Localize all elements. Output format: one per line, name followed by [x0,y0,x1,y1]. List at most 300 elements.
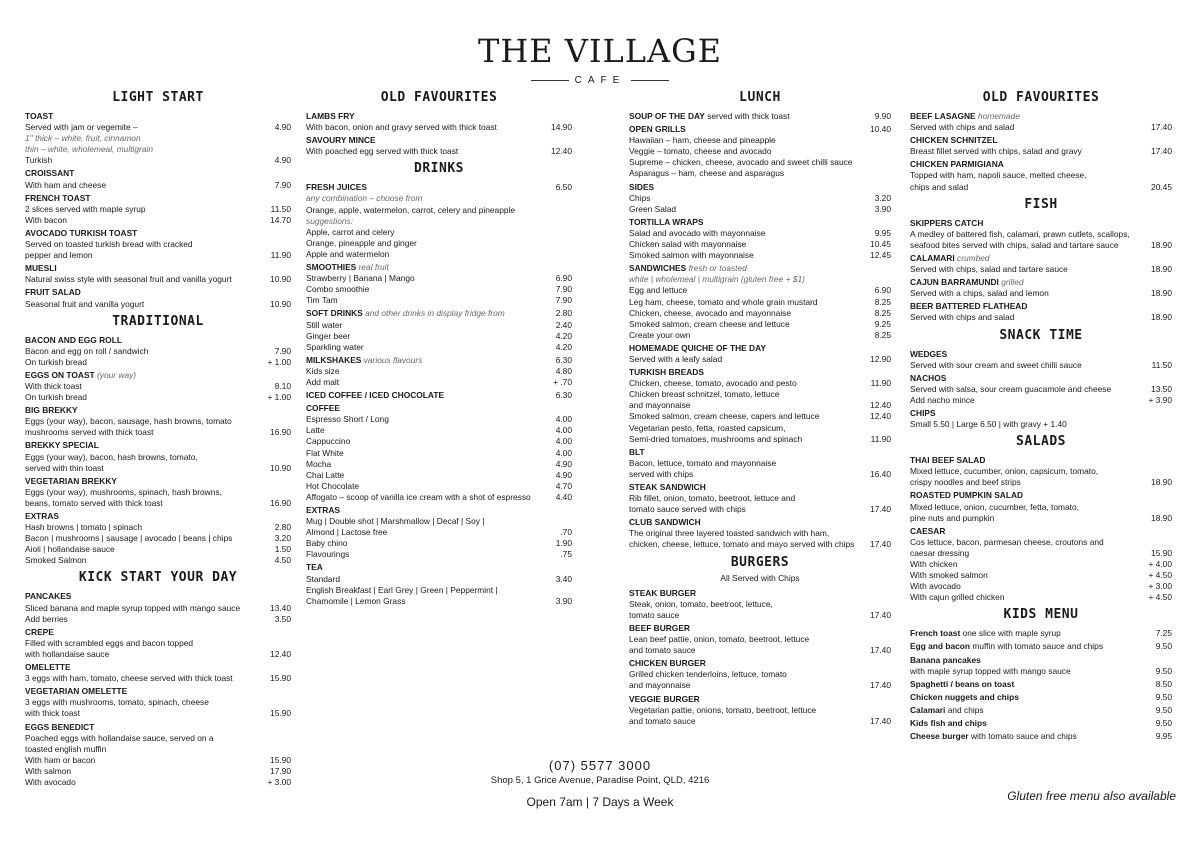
menu-item [629,367,891,445]
menu-item-name-wrap [25,476,291,487]
menu-item-line [25,533,291,544]
line-text: Veggie – tomato, cheese and avocado [629,146,772,157]
menu-item-line [306,238,572,249]
menu-item [629,124,891,179]
line-text: Tim Tam [306,295,338,306]
menu-item-price: 2.80 [555,308,572,319]
line-price: 3.50 [274,613,291,624]
line-text: Mocha [306,458,332,469]
menu-item-name-wrap [629,124,870,135]
line-price: 2.80 [274,522,291,533]
line-price: 8.25 [874,329,891,340]
menu-item-header [910,641,1172,652]
line-text: Almond | Lactose free [306,527,388,538]
menu-item-name-wrap [306,262,572,273]
menu-item-name: SKIPPERS CATCH [910,217,984,228]
line-text: Standard [306,573,340,584]
menu-item-name: FRUIT SALAD [25,287,81,298]
menu-item-name-wrap [25,662,291,673]
line-price: 7.90 [274,345,291,356]
menu-item-line [629,228,891,239]
menu-item-line [629,634,891,645]
line-text: English Breakfast | Earl Grey | Green | Peppermint | [306,584,498,595]
menu-item [25,370,291,403]
line-price: 17.40 [870,715,891,726]
menu-item [629,623,891,656]
menu-item-line [306,436,572,447]
line-price: 13.50 [1151,383,1172,394]
menu-item-name-wrap [25,686,291,697]
menu-item-line [306,216,572,227]
line-price: 11.90 [870,433,891,444]
menu-item-header [25,686,291,697]
menu-item-name-wrap [629,182,891,193]
menu-item-name-wrap [910,301,1172,312]
menu-item-line [306,492,572,503]
line-price: 7.90 [555,295,572,306]
menu-item-line [25,381,291,392]
menu-item-line [25,544,291,555]
menu-item [910,373,1172,406]
line-text: Salad and avocado with mayonnaise [629,227,766,238]
line-text: On turkish bread [25,392,87,403]
line-text: Topped with ham, napoli sauce, melted cheese, [910,170,1087,181]
line-text: With poached egg served with thick toast [306,146,459,157]
menu-item-line [910,513,1172,524]
menu-item [629,658,891,691]
line-price: 4.20 [555,341,572,352]
line-text: Served with jam or vegemite – [25,122,138,133]
menu-item [306,182,572,260]
menu-item-name-wrap [910,641,1156,652]
line-text: Served with a leafy salad [629,353,723,364]
line-price: 20.45 [1151,181,1172,192]
menu-item-name-wrap [629,694,891,705]
menu-item-line [629,599,891,610]
menu-item-name: OMELETTE [25,662,71,673]
menu-item-header [910,455,1172,466]
menu-item-name: MILKSHAKES [306,354,362,365]
section-title: KIDS MENU [1003,607,1079,623]
menu-item-name: FRESH JUICES [306,182,367,193]
menu-item [910,718,1172,729]
menu-item-line [25,452,291,463]
line-price: 3.90 [555,595,572,606]
line-text: toasted english muffin [25,743,107,754]
menu-item-line [306,527,572,538]
menu-item-header [629,343,891,354]
menu-item-line [629,645,891,656]
menu-item [910,349,1172,371]
line-price: 17.40 [1151,122,1172,133]
menu-item-name-wrap [910,526,1172,537]
menu-item-line [629,168,891,179]
menu-item-header [910,705,1172,716]
menu-item-line [25,392,291,403]
section-subtitle: All Served with Chips [720,572,800,583]
menu-item [910,455,1172,488]
menu-item-line [910,570,1172,581]
line-price: 18.90 [1151,312,1172,323]
menu-item-header [25,722,291,733]
menu-item-name-wrap [910,628,1156,639]
line-text: Chamomile | Lemon Grass [306,595,406,606]
menu-item [306,135,572,157]
line-text: Flat White [306,447,344,458]
section-title: KICK START YOUR DAY [78,570,238,586]
menu-item-name-wrap [910,373,1172,384]
line-price: 17.40 [870,504,891,515]
menu-item-line [306,538,572,549]
menu-item-line [629,193,891,204]
line-text: Add berries [25,613,68,624]
menu-item-line [25,673,291,684]
line-text: Apple, carrot and celery [306,226,395,237]
menu-item-name: STEAK BURGER [629,587,697,598]
menu-item-name: OPEN GRILLS [629,124,686,135]
line-price: + 4.50 [1148,570,1172,581]
menu-item-name: Calamari [910,704,946,715]
menu-column-2 [306,86,572,609]
menu-item-line [910,477,1172,488]
menu-item [910,692,1172,703]
line-text: tomato sauce served with chips [629,504,746,515]
menu-item-line [306,459,572,470]
line-price: 4.40 [555,491,572,502]
line-text: chicken, cheese, lettuce, tomato and mayo served with chips [629,539,855,550]
menu-item [25,440,291,473]
line-text: Served with chips, salad and tartare sauce [910,264,1068,275]
menu-item-line [910,466,1172,477]
menu-item-note: grilled [1001,277,1024,288]
menu-item-name-wrap [25,440,291,451]
menu-item-line [910,182,1172,193]
menu-item-line [306,425,572,436]
line-price: 4.00 [555,436,572,447]
menu-item [25,722,291,789]
line-text: Add nacho mince [910,394,975,405]
line-text: Poached eggs with hollandaise sauce, served on a [25,732,214,743]
menu-item-name-wrap [306,562,572,573]
menu-item-header [306,135,572,146]
menu-item-name: BEEF BURGER [629,622,690,633]
line-text: Served with salsa, sour cream guacamole and cheese [910,383,1112,394]
line-text: Apple and watermelon [306,248,390,259]
menu-item-line [306,249,572,260]
line-text: Breast fillet served with chips, salad and gravy [910,146,1082,157]
menu-item-line [629,378,891,389]
menu-item-line [25,122,291,133]
menu-item-price: 10.40 [870,124,891,135]
menu-item-header [25,168,291,179]
menu-item-header [910,655,1172,666]
menu-item-header [910,159,1172,170]
line-text: and mayonnaise [629,400,691,411]
menu-item-line [306,481,572,492]
menu-item [629,343,891,365]
line-text: Supreme – chicken, cheese, avocado and sweet chilli sauce [629,157,853,168]
menu-item-header [629,367,891,378]
menu-item-line [629,135,891,146]
menu-item-price: 9.50 [1155,641,1172,652]
line-text: and tomato sauce [629,645,696,656]
menu-item-line [25,463,291,474]
line-text: Aioli | hollandaise sauce [25,544,115,555]
menu-item-header [629,263,891,274]
menu-item-name: PANCAKES [25,591,72,602]
line-price: 7.90 [555,284,572,295]
line-text: Mixed lettuce, onion, cucumber, fetta, tomato, [910,501,1079,512]
menu-item-line [306,342,572,353]
menu-item-header [25,405,291,416]
menu-item [910,641,1172,652]
line-text: Eggs (your way), mushrooms, spinach, hash browns, [25,486,222,497]
menu-item-header [910,218,1172,229]
line-text: Chicken breast schnitzel, tomato, lettuce [629,389,780,400]
menu-item-name-wrap [910,135,1172,146]
menu-item-name: MUESLI [25,263,57,274]
line-text: Chicken, cheese, tomato, avocado and pesto [629,378,797,389]
menu-item-line [25,427,291,438]
menu-item [25,476,291,509]
menu-item-line [306,295,572,306]
menu-item-header [910,408,1172,419]
menu-item [25,335,291,368]
line-text: Chips [629,192,651,203]
menu-item-name-wrap [25,228,291,239]
line-text: Combo smoothie [306,284,370,295]
menu-item-line [629,493,891,504]
line-text: and mayonnaise [629,680,691,691]
menu-item-name-wrap [910,455,1172,466]
line-text: pepper and lemon [25,250,93,261]
line-price: 10.90 [270,274,291,285]
menu-item-name-wrap [25,627,291,638]
menu-item-name: EXTRAS [306,505,340,515]
line-text: with maple syrup topped with mango sauce [910,665,1071,676]
section-title: OLD FAVOURITES [380,90,498,105]
menu-item [306,355,572,388]
menu-item-header [25,287,291,298]
line-text: pine nuts and pumpkin [910,512,995,523]
menu-item [910,526,1172,604]
menu-item [306,390,572,401]
menu-item-name: STEAK SANDWICH [629,482,706,492]
menu-item-line [910,502,1172,513]
menu-item-name-wrap [25,263,291,274]
line-price: 13.40 [270,602,291,613]
menu-item-line [629,716,891,727]
menu-item-line [25,250,291,261]
menu-item-line [629,434,891,445]
menu-item-header [25,111,291,122]
menu-item-line [306,122,572,133]
phone-number: (07) 5577 3000 [548,758,652,773]
menu-item-header [306,182,572,193]
menu-item-price: 9.90 [874,111,891,121]
menu-item [629,482,891,515]
menu-item-name-wrap [910,111,1172,122]
menu-item-line [25,144,291,155]
menu-item-note: crumbed [957,252,990,263]
line-text: caesar dressing [910,547,970,558]
line-price: 4.90 [274,122,291,133]
menu-item-line [25,416,291,427]
line-price: 14.70 [270,214,291,225]
menu-item-line [306,377,572,388]
menu-item-header [910,679,1172,690]
menu-item [910,111,1172,133]
menu-item-header [25,228,291,239]
line-price: 4.20 [555,330,572,341]
menu-item-line [629,239,891,250]
menu-item-header [629,517,891,528]
menu-item [910,705,1172,716]
menu-item [306,308,572,352]
opening-hours: Open 7am | 7 Days a Week [526,795,674,809]
line-price: 4.90 [555,469,572,480]
line-price: 12.45 [870,250,891,261]
line-text: Sparkling water [306,341,364,352]
menu-item-name-wrap [910,692,1156,703]
menu-item-price: 8.50 [1155,678,1172,689]
line-price: 18.90 [1151,477,1172,488]
menu-item-header [25,335,291,346]
line-price: + .70 [553,376,572,387]
section-title: DRINKS [414,161,464,177]
menu-item-name: HOMEMADE QUICHE OF THE DAY [629,342,766,353]
menu-item-name-wrap [306,355,556,366]
menu-item-line [910,288,1172,299]
menu-item-name-wrap [910,349,1172,360]
menu-item-line [306,596,572,607]
line-text: With ham and cheese [25,179,107,190]
line-price: 16.90 [270,497,291,508]
line-price: 10.90 [270,462,291,473]
line-text: With bacon [25,214,67,225]
menu-item-name: Egg and bacon [910,641,971,652]
line-price: 11.50 [1151,359,1172,370]
line-price: 9.25 [874,318,891,329]
menu-item-line [629,157,891,168]
menu-item-name: BACON AND EGG ROLL [25,334,122,345]
menu-item-name: TORTILLA WRAPS [629,216,704,227]
menu-item-header [910,253,1172,264]
menu-item [25,111,291,166]
line-price: + 3.00 [267,776,291,787]
menu-item-name-wrap [629,517,891,528]
line-price: + 3.90 [1148,394,1172,405]
line-price: 3.20 [274,533,291,544]
line-text: Steak, onion, tomato, beetroot, lettuce, [629,598,773,609]
line-price: 15.90 [270,754,291,765]
line-price: 15.90 [1151,547,1172,558]
menu-item-line [25,204,291,215]
menu-item-name: SAVOURY MINCE [306,135,376,146]
line-text: any combination – choose from [306,193,423,204]
menu-item-header [629,623,891,634]
menu-item-name-wrap [25,591,291,602]
menu-item-line [25,614,291,625]
menu-item-line [629,308,891,319]
menu-item [910,731,1172,742]
line-price: 3.20 [874,192,891,203]
line-price: 17.40 [870,539,891,550]
line-text: beans, tomato served with thick toast [25,497,163,508]
menu-item-line [629,319,891,330]
line-price: 15.90 [270,673,291,684]
line-text: Lean beef pattie, onion, tomato, beetroot, lettuce [629,634,810,645]
menu-item-name: Banana pancakes [910,654,981,665]
menu-item-line [25,346,291,357]
line-text: Cos lettuce, bacon, parmesan cheese, croutons and [910,536,1104,547]
menu-item-desc: with tomato sauce and chips [970,731,1077,742]
line-text: Natural swiss style with seasonal fruit and vanilla yogurt [25,274,232,285]
menu-item-desc: served with thick toast [707,111,790,121]
menu-item-desc: one slice with maple syrup [962,628,1061,639]
menu-item [910,135,1172,157]
menu-item-name: SOUP OF THE DAY [629,111,705,121]
menu-item [629,263,891,341]
line-price: + 1.00 [267,356,291,367]
menu-item-name: CROISSANT [25,168,75,179]
line-price: 12.40 [870,400,891,411]
line-price: 11.90 [270,250,291,261]
menu-item-line [629,250,891,261]
line-price: 9.50 [1155,665,1172,676]
menu-item-header [629,124,891,135]
menu-item [910,159,1172,192]
menu-item-header [910,373,1172,384]
menu-item-line [629,680,891,691]
line-price: .70 [560,527,572,538]
line-text: Baby chino [306,538,348,549]
menu-item-name-wrap [910,731,1156,742]
menu-item-name: CALAMARI [910,252,955,263]
line-text: white | wholemeal | multigrain (gluten free + $1) [629,274,805,285]
menu-item-name-wrap [25,193,291,204]
menu-item-name: Cheese burger [910,731,969,742]
line-price: 12.40 [270,648,291,659]
menu-item-name-wrap [910,705,1156,716]
menu-item-note: various flavours [363,354,423,365]
menu-item-price: 9.50 [1155,718,1172,729]
menu-item-name: AVOCADO TURKISH TOAST [25,227,138,238]
menu-item-line [25,766,291,777]
line-text: Orange, apple, watermelon, carrot, celery and pineapple [306,204,516,215]
menu-item-name: BIG BREKKY [25,405,78,416]
menu-item-name: CAESAR [910,525,946,536]
line-price: 17.90 [270,765,291,776]
menu-item-name: SMOOTHIES [306,262,357,273]
menu-item-line [910,581,1172,592]
menu-item-header [910,490,1172,501]
line-text: and tomato sauce [629,715,696,726]
menu-item [910,301,1172,323]
line-text: 1" thick – white, fruit, cinnamon [25,133,141,144]
menu-item-name: CAJUN BARRAMUNDI [910,277,999,288]
menu-item-name: LAMBS FRY [306,111,355,121]
menu-item-name-wrap [629,658,891,669]
line-price: 17.40 [1151,146,1172,157]
menu-item-header [910,628,1172,639]
menu-item-name: TOAST [25,111,54,121]
menu-item-name-wrap [629,367,891,378]
menu-item-name: VEGETARIAN BREKKY [25,475,117,486]
line-text: Eggs (your way), bacon, hash browns, tomato, [25,451,198,462]
menu-item-line [910,146,1172,157]
line-text: Vegetarian pesto, fetta, roasted capsicum, [629,422,786,433]
